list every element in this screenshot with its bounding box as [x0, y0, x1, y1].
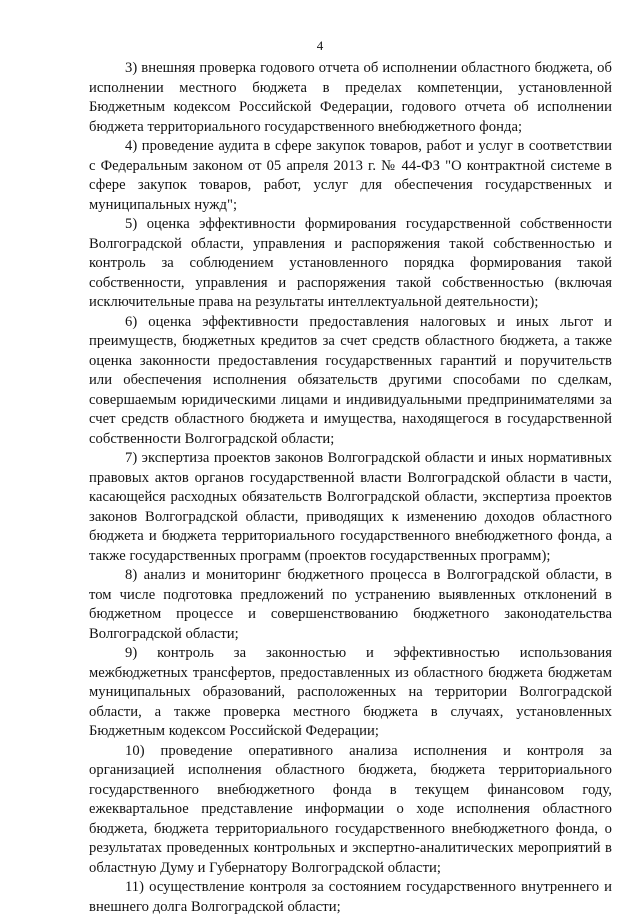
document-body: [89, 59, 612, 917]
list-item-3: 3) внешняя проверка годового отчета об исполнении областного бюджета, об исполнении местного бюджета в пределах компетенции, установленной Бюджетным кодексом Российской Федерации, годового отчета об исполнении бюджета территориального государственного внебюджетного фонда;: [89, 60, 612, 135]
list-item-5: 5) оценка эффективности формирования государственной собственности Волгоградской области, управления и распоряжения такой собственностью и контроль за соблюдением установленного порядка формирования такой собственности, управления и распоряжения такой собственностью (включая исключительные права на результаты интеллектуальной деятельности);: [89, 216, 612, 310]
page-number: 4: [316, 38, 324, 53]
list-item-6: 6) оценка эффективности предоставления налоговых и иных льгот и преимуществ, бюджетных кредитов за счет средств областного бюджета, а также оценка законности предоставления государственных гарантий и поручительств или обеспечения исполнения обязательств другими способами по сделкам, совершаемым юридическими лицами и индивидуальными предпринимателями за счет средств областного бюджета и имущества, находящегося в государственной собственности Волгоградской области;: [89, 313, 612, 447]
list-item-7: 7) экспертиза проектов законов Волгоградской области и иных нормативных правовых актов органов государственной власти Волгоградской области в части, касающейся расходных обязательств Волгоградской области, экспертиза проектов законов Волгоградской области, приводящих к изменению доходов областного бюджета и бюджета территориального государственного внебюджетного фонда, а также государственных программ (проектов государственных программ);: [89, 450, 612, 564]
list-item-11: 11) осуществление контроля за состоянием государственного внутреннего и внешнего долга Волгоградской области;: [89, 879, 612, 915]
list-item-8: 8) анализ и мониторинг бюджетного процесса в Волгоградской области, в том числе подготовка предложений по устранению выявленных отклонений в бюджетном процессе и совершенствованию бюджетного законодательства Волгоградской области;: [89, 567, 612, 642]
list-item-10: 10) проведение оперативного анализа исполнения и контроля за организацией исполнения областного бюджета, бюджета территориального государственного внебюджетного фонда в текущем финансовом году, ежеквартальное представление информации о ходе исполнения областного бюджета, бюджета территориального государственного внебюджетного фонда, о результатах проведенных контрольных и экспертно-аналитических мероприятий в областную Думу и Губернатору Волгоградской области;: [89, 742, 612, 876]
list-item-4: 4) проведение аудита в сфере закупок товаров, работ и услуг в соответствии с Федеральным законом от 05 апреля 2013 г. № 44-ФЗ "О контрактной системе в сфере закупок товаров, работ, услуг для обеспечения государственных и муниципальных нужд";: [89, 138, 612, 213]
list-item-9: 9) контроль за законностью и эффективностью использования межбюджетных трансфертов, предоставленных из областного бюджета бюджетам муниципальных образований, расположенных на территории Волгоградской области, а также проверка местного бюджета в случаях, установленных Бюджетным кодексом Российской Федерации;: [89, 645, 612, 739]
